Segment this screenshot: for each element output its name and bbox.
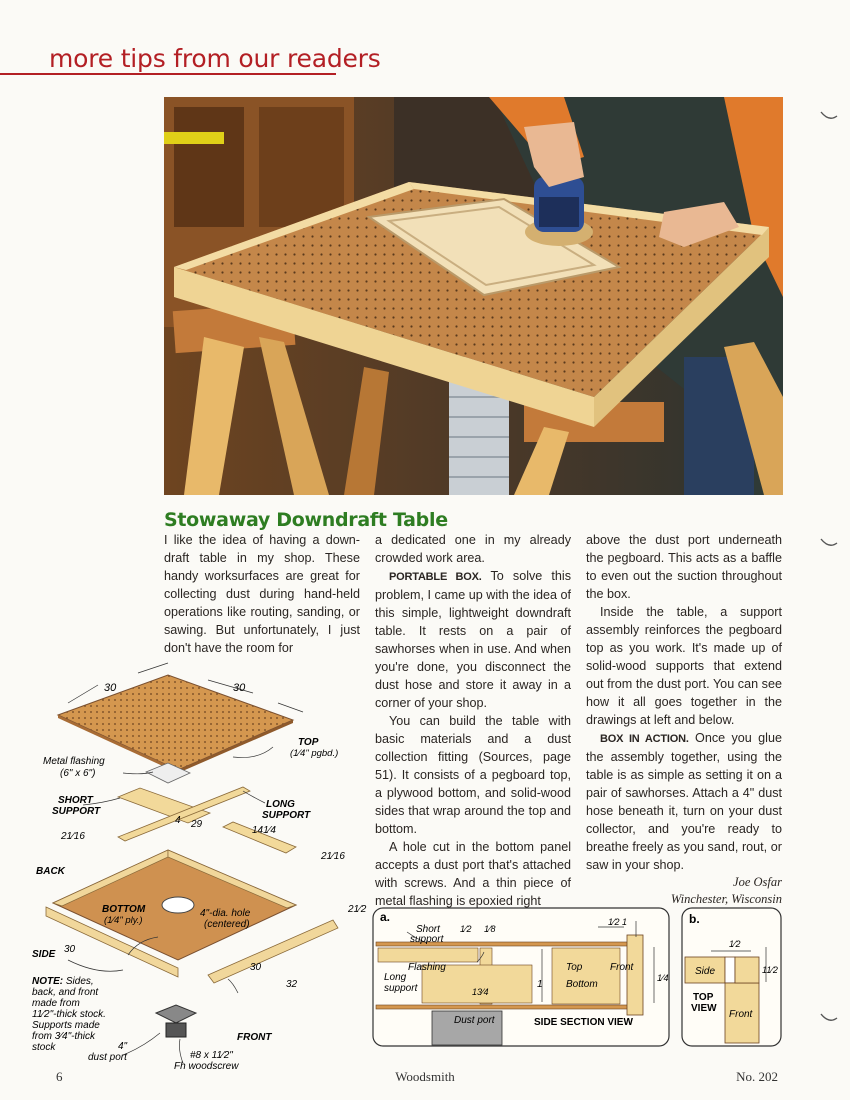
side-section-view-drawing: [372, 907, 670, 1047]
article-column-1: [164, 531, 360, 657]
dim-label: 30: [104, 682, 117, 694]
intro-paragraph: I like the idea of having a down-draft table in my shop. These handy worksurfaces are great for collecting dust during hand-held operations like routing, sanding, or sawing. But unfortunately, I just don't have the room for: [164, 533, 360, 655]
dim-label: 1: [537, 979, 543, 990]
author-location: Winchester, Wisconsin: [670, 892, 782, 906]
paragraph-text: To solve this problem, I came up with the idea of this simple, lightweight downdraft table. It rests on a pair of sawhorses when in use. And when you're done, you disconnect the dust hose and store it away in a corner of your shop.: [375, 569, 572, 710]
dim-label: 30: [233, 682, 246, 694]
exploded-view-drawing: [28, 655, 368, 1075]
dim-label: 13⁄4: [472, 987, 489, 997]
top-label: Top: [566, 962, 583, 973]
detail-tag: b.: [689, 912, 700, 926]
top-label: TOP: [298, 737, 319, 748]
short-support-label: SUPPORT: [52, 806, 101, 817]
binder-hole-mark: [820, 1012, 838, 1024]
note-text: [32, 976, 94, 987]
long-support-label: LONG: [266, 799, 295, 810]
dust-port-label: 4": [118, 1041, 128, 1052]
binder-hole-mark: [820, 110, 838, 122]
detail-tag: a.: [380, 910, 391, 924]
note-line: back, and front: [32, 987, 99, 998]
note-line: Supports made: [32, 1020, 100, 1031]
note-line: 11⁄2"-thick stock.: [32, 1009, 106, 1020]
downdraft-table-photo: [164, 97, 783, 495]
back-label: BACK: [36, 866, 65, 877]
short-support-label: SHORT: [58, 795, 93, 806]
article-column-3: [586, 531, 782, 908]
note-line: made from: [32, 998, 80, 1009]
header-rule: [0, 73, 336, 75]
runin-heading: PORTABLE BOX.: [389, 571, 482, 583]
hole-label: (centered): [204, 919, 250, 930]
short-support-label: support: [410, 934, 444, 945]
long-support-label: support: [384, 983, 418, 994]
binder-hole-mark: [820, 537, 838, 549]
dim-label: 1⁄2: [608, 917, 620, 927]
screw-label: Fh woodscrew: [174, 1061, 239, 1072]
dim-label: 21⁄16: [61, 831, 85, 842]
paragraph: a dedicated one in my already crowded work area.: [375, 533, 571, 565]
note-line: from 3⁄4"-thick: [32, 1031, 96, 1042]
view-title: SIDE SECTION VIEW: [534, 1017, 633, 1028]
paragraph: You can build the table with basic materials and a dust collection fitting (Sources, page 51). It consists of a pegboard top, a plywood bottom, and solid-wood sides that wrap around the top and bottom.: [375, 714, 571, 836]
paragraph-box-in-action: [586, 729, 782, 874]
long-support-label: SUPPORT: [262, 810, 311, 821]
bottom-label: Bottom: [566, 979, 598, 990]
dim-label: 32: [286, 979, 298, 990]
side-label: Side: [695, 966, 716, 977]
hole-label: 4"-dia. hole: [200, 908, 251, 919]
runin-heading: BOX IN ACTION.: [600, 733, 689, 745]
bottom-sublabel: (1⁄4" ply.): [104, 915, 143, 926]
note-line: Sides,: [63, 976, 94, 987]
view-label: VIEW: [691, 1003, 717, 1014]
dim-label: 4: [175, 815, 181, 826]
top-sublabel: (1⁄4" pgbd.): [290, 748, 339, 759]
dim-label: 29: [191, 819, 203, 830]
dim-label: 21⁄2: [348, 904, 367, 915]
issue-number: No. 202: [736, 1069, 778, 1084]
view-label: TOP: [693, 992, 714, 1003]
paragraph: A hole cut in the bottom panel accepts a dust port that's attached with screws. And a thin piece of metal flashing is epoxied right: [375, 840, 571, 908]
paragraph-portable-box: [375, 567, 571, 712]
flashing-label: Metal flashing: [43, 756, 105, 767]
dim-label: 1⁄8: [484, 924, 496, 934]
dim-label: 21⁄16: [321, 851, 345, 862]
page-number: 6: [56, 1069, 63, 1084]
front-label: FRONT: [237, 1032, 272, 1043]
paragraph: Inside the table, a support assembly reinforces the pegboard top as you work. It's made up of solid-wood supports that extend out from the dust port. You can see how it all goes together in the drawings at left and below.: [586, 605, 782, 727]
dim-label: 141⁄4: [252, 825, 276, 836]
dim-label: 30: [250, 962, 262, 973]
short-support-label: Short: [416, 924, 440, 935]
top-view-drawing: [681, 907, 782, 1047]
side-label: SIDE: [32, 949, 56, 960]
note-heading: NOTE:: [32, 976, 64, 987]
front-label: Front: [610, 962, 634, 973]
screw-label: #8 x 11⁄2": [190, 1050, 233, 1061]
bottom-label: BOTTOM: [102, 904, 146, 915]
dim-label: 1⁄2: [460, 924, 472, 934]
flashing-sublabel: (6" x 6"): [60, 768, 96, 779]
dust-port-label: Dust port: [454, 1015, 495, 1026]
article-title: Stowaway Downdraft Table: [164, 509, 448, 531]
front-label: Front: [729, 1009, 753, 1020]
dust-port-label: dust port: [88, 1052, 127, 1063]
dim-label: 30: [64, 944, 76, 955]
flashing-label: Flashing: [408, 962, 446, 973]
dim-label: 11⁄2: [762, 965, 778, 975]
article-column-2: [375, 531, 571, 910]
dust-hole: [162, 897, 194, 913]
paragraph-text: Once you glue the assembly together, using the table is as simple as setting it on a pair of sawhorses. Attach a 4" dust hose beneath it, turn on your dust collector, and you're ready to breathe freely as you sand, rout, or saw in your shop.: [586, 731, 782, 872]
dust-port: [156, 1005, 196, 1023]
dim-label: 1: [622, 917, 628, 927]
section-header: more tips from our readers: [49, 44, 381, 73]
dim-label: 1⁄2: [729, 939, 741, 949]
magazine-name: Woodsmith: [395, 1069, 455, 1084]
long-support-label: Long: [384, 972, 407, 983]
note-line: stock: [32, 1042, 56, 1053]
dim-label: 1⁄4: [657, 973, 669, 983]
author-name: Joe Osfar: [733, 875, 782, 889]
paragraph: above the dust port underneath the pegboard. This acts as a baffle to even out the suction throughout the box.: [586, 533, 782, 601]
